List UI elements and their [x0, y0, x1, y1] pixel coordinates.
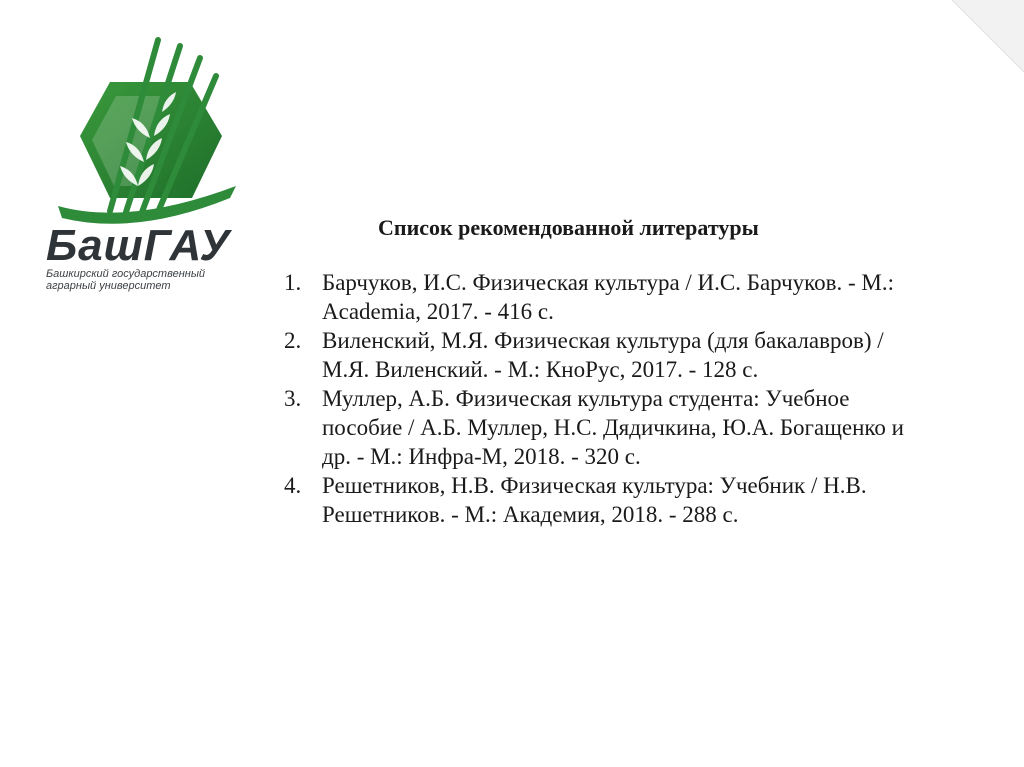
reference-text: Решетников, Н.В. Физическая культура: Учебник / Н.В. Решетников. - М.: Академия, 2018. - 288 с. — [322, 473, 867, 527]
reference-number: 4. — [284, 473, 302, 498]
logo-wordmark: БашГАУ — [46, 221, 231, 270]
reference-text: Барчуков, И.С. Физическая культура / И.С. Барчуков. - М.: Academia, 2017. - 416 с. — [322, 270, 895, 324]
reference-item — [284, 268, 922, 326]
reference-item — [284, 384, 922, 471]
reference-text: Муллер, А.Б. Физическая культура студента: Учебное пособие / А.Б. Муллер, Н.С. Дядичкина, Ю.А. Богащенко и др. - М.: Инфра-М, 2018. - 320 с. — [322, 386, 904, 469]
reference-number: 1. — [284, 270, 302, 295]
logo-subtitle — [46, 268, 256, 292]
page-curl-decoration — [944, 0, 1024, 80]
reference-number: 2. — [284, 328, 302, 353]
section-title: Список рекомендованной литературы — [378, 215, 759, 240]
wheat-ear-hexagon-icon — [40, 36, 250, 226]
university-logo — [40, 36, 250, 306]
reference-item — [284, 326, 922, 384]
logo-subtitle-line-2: аграрный университет — [46, 280, 171, 292]
reference-number: 3. — [284, 386, 302, 411]
logo-subtitle-line-1: Башкирский государственный — [46, 268, 206, 280]
literature-section — [284, 214, 974, 529]
reference-item — [284, 471, 922, 529]
reference-text: Виленский, М.Я. Физическая культура (для бакалавров) / М.Я. Виленский. - М.: КноРус, 2017. - 128 с. — [322, 328, 884, 382]
reference-list — [284, 268, 974, 529]
